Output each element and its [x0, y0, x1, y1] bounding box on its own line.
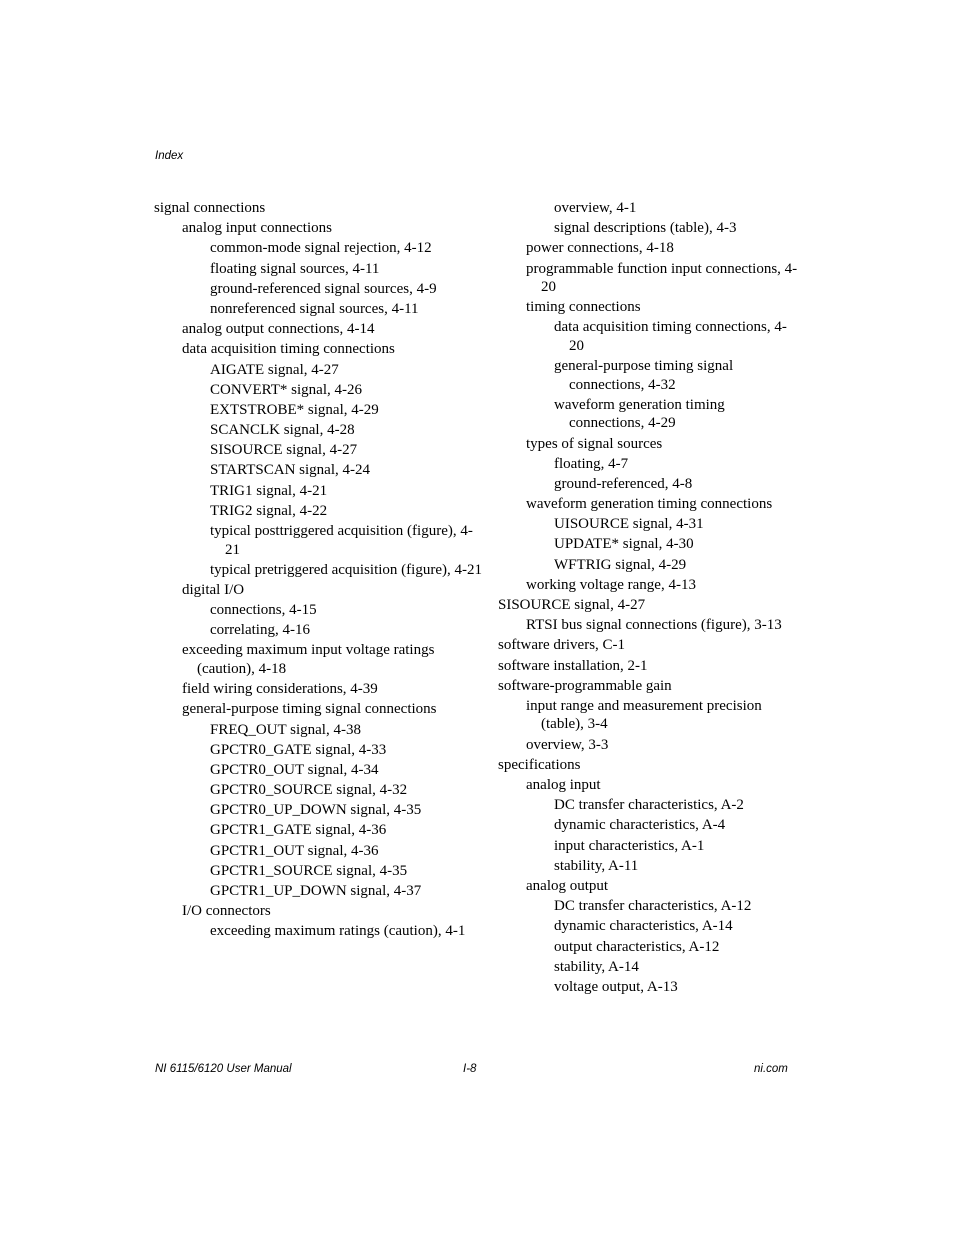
index-entry: dynamic characteristics, A-4 [554, 817, 726, 834]
footer-manual-title: NI 6115/6120 User Manual [155, 1063, 292, 1075]
index-entry: SISOURCE signal, 4-27 [498, 597, 646, 613]
index-column-left [154, 199, 484, 943]
index-entry: GPCTR0_SOURCE signal, 4-32 [210, 782, 408, 799]
index-entry: data acquisition timing connections, 4-20 [554, 319, 787, 354]
index-entry: connections, 4-15 [210, 602, 317, 619]
index-entry: analog output [526, 877, 609, 894]
index-entry: SISOURCE signal, 4-27 [210, 442, 358, 459]
index-entry: typical pretriggered acquisition (figure), 4-21 [210, 561, 482, 578]
index-entry: UISOURCE signal, 4-31 [554, 516, 704, 533]
index-entry: GPCTR1_SOURCE signal, 4-35 [210, 862, 408, 879]
index-entry: correlating, 4-16 [210, 622, 310, 639]
index-entry: WFTRIG signal, 4-29 [554, 556, 687, 573]
index-entry: RTSI bus signal connections (figure), 3-13 [526, 617, 782, 634]
index-entry: typical posttriggered acquisition (figure), 4-21 [210, 523, 473, 558]
index-entry: DC transfer characteristics, A-12 [554, 898, 752, 915]
index-entry: GPCTR1_OUT signal, 4-36 [210, 842, 379, 859]
index-entry: software installation, 2-1 [498, 657, 648, 674]
index-entry: EXTSTROBE* signal, 4-29 [210, 401, 379, 418]
index-entry: I/O connectors [182, 903, 271, 920]
index-entry: nonreferenced signal sources, 4-11 [210, 300, 419, 317]
index-entry: ground-referenced, 4-8 [554, 475, 693, 492]
index-entry: signal connections [154, 200, 266, 216]
footer-page-number: I-8 [463, 1063, 477, 1075]
index-entry: dynamic characteristics, A-14 [554, 918, 733, 935]
index-entry: AIGATE signal, 4-27 [210, 361, 339, 378]
index-entry: waveform generation timing connections [526, 496, 773, 513]
index-entry: power connections, 4-18 [526, 240, 674, 257]
index-entry: timing connections [526, 299, 641, 316]
index-entry: analog input connections [182, 220, 332, 237]
index-entry: general-purpose timing signal connections [182, 701, 437, 718]
index-entry: UPDATE* signal, 4-30 [554, 536, 694, 553]
index-entry: voltage output, A-13 [554, 978, 678, 995]
index-entry: digital I/O [182, 581, 245, 598]
index-entry: types of signal sources [526, 435, 663, 452]
index-entry: software-programmable gain [498, 677, 672, 694]
index-entry: CONVERT* signal, 4-26 [210, 381, 363, 398]
index-entry: floating signal sources, 4-11 [210, 260, 380, 277]
index-entry: analog output connections, 4-14 [182, 321, 375, 338]
index-entry: signal descriptions (table), 4-3 [554, 220, 737, 237]
index-entry: exceeding maximum ratings (caution), 4-1 [210, 923, 466, 940]
index-entry: analog input [526, 777, 601, 793]
index-entry: GPCTR1_UP_DOWN signal, 4-37 [210, 883, 422, 899]
index-entry: DC transfer characteristics, A-2 [554, 797, 744, 814]
index-entry: SCANCLK signal, 4-28 [210, 422, 355, 439]
index-entry: GPCTR0_OUT signal, 4-34 [210, 761, 379, 778]
index-entry: overview, 3-3 [526, 736, 609, 753]
index-entry: common-mode signal rejection, 4-12 [210, 240, 432, 257]
index-entry: data acquisition timing connections [182, 341, 395, 358]
footer-website: ni.com [754, 1063, 788, 1075]
index-entry: TRIG2 signal, 4-22 [210, 502, 328, 519]
index-entry: specifications [498, 756, 581, 773]
index-entry: general-purpose timing signal connections, 4-32 [554, 358, 734, 393]
index-entry: working voltage range, 4-13 [526, 576, 696, 593]
index-entry: ground-referenced signal sources, 4-9 [210, 280, 437, 297]
index-entry: waveform generation timing connections, 4-29 [554, 396, 725, 432]
index-entry: output characteristics, A-12 [554, 938, 720, 955]
index-entry: field wiring considerations, 4-39 [182, 681, 378, 698]
index-entry: floating, 4-7 [554, 455, 629, 472]
index-entry: exceeding maximum input voltage ratings (caution), 4-18 [182, 642, 435, 677]
index-entry: STARTSCAN signal, 4-24 [210, 462, 370, 479]
index-column-right [498, 199, 798, 998]
index-entry: stability, A-14 [554, 958, 639, 975]
index-entry: input range and measurement precision (table), 3-4 [526, 697, 762, 733]
index-entry: GPCTR0_GATE signal, 4-33 [210, 741, 387, 758]
index-entry: GPCTR0_UP_DOWN signal, 4-35 [210, 802, 422, 819]
index-entry: input characteristics, A-1 [554, 837, 705, 854]
index-entry: FREQ_OUT signal, 4-38 [210, 721, 361, 738]
running-head: Index [155, 150, 184, 162]
index-entry: stability, A-11 [554, 857, 639, 874]
index-entry: software drivers, C-1 [498, 637, 626, 654]
index-entry: TRIG1 signal, 4-21 [210, 482, 328, 499]
index-entry: GPCTR1_GATE signal, 4-36 [210, 822, 387, 839]
index-entry: overview, 4-1 [554, 200, 637, 216]
index-entry: programmable function input connections, 4-20 [526, 260, 798, 296]
